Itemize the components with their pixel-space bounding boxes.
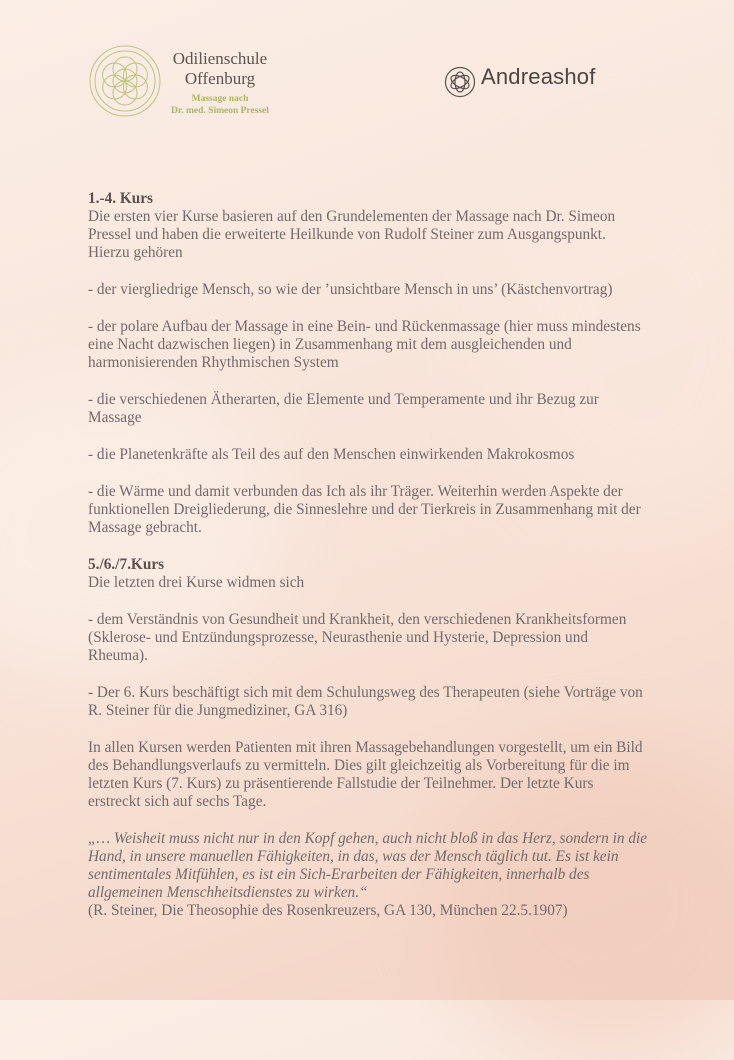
course-description: [88, 190, 648, 939]
flower-of-life-icon: [88, 44, 162, 118]
section-paragraph: Die ersten vier Kurse basieren auf den Grundelementen der Massage nach Dr. Simeon Pressel und haben die erweiterte Heilkunde von Rudolf Steiner zum Ausgangspunkt. Hierzu gehören: [88, 208, 616, 261]
section-paragraph: - dem Verständnis von Gesundheit und Krankheit, den verschiedenen Krankheitsformen (Sklerose- und Entzündungsprozesse, Neurasthenie und Hysterie, Depression und Rheuma).: [88, 611, 627, 664]
steiner-quote: [88, 830, 648, 920]
course-section: [88, 556, 648, 592]
section-paragraph: - der polare Aufbau der Massage in eine Bein- und Rückenmassage (hier muss mindestens eine Nacht dazwischen liegen) in Zusammenhang mit dem ausgleichenden und harmonisierenden Rhythmischen System: [88, 318, 641, 371]
section-heading: 5./6./7.Kurs: [88, 556, 165, 573]
school-subtitle-line1: Massage nach: [191, 94, 249, 104]
school-subtitle-line2: Dr. med. Simeon Pressel: [171, 106, 269, 116]
partner-brand-name: Andreashof: [481, 64, 596, 89]
section-paragraph: - die verschiedenen Ätherarten, die Elemente und Temperamente und ihr Bezug zur Massage: [88, 391, 599, 426]
section-paragraph: - die Wärme und damit verbunden das Ich als ihr Träger. Weiterhin werden Aspekte der funktionellen Dreigliederung, die Sinneslehre und der Tierkreis in Zusammenhang mit der Massage gebracht.: [88, 483, 641, 536]
page-header: [0, 0, 734, 150]
section-paragraph: - Der 6. Kurs beschäftigt sich mit dem Schulungsweg des Therapeuten (siehe Vorträge von R. Steiner für die Jungmediziner, GA 316): [88, 684, 643, 719]
quote-text: „… Weisheit muss nicht nur in den Kopf gehen, auch nicht bloß in das Herz, sondern in die Hand, in unsere manuellen Fähigkeiten, in das, was der Mensch täglich tut. Es ist kein sentimentales Mitfühlen, es ist ein Sich-Erarbeiten der Fähigkeiten, innerhalb des allgemeinen Menschheitsdienstes zu wirken.“: [88, 830, 648, 901]
school-name-line1: Odilienschule: [172, 49, 268, 68]
school-name-line2: Offenburg: [184, 69, 256, 88]
section-paragraph: In allen Kursen werden Patienten mit ihren Massagebehandlungen vorgestellt, um ein Bild des Behandlungsverlaufs zu vermitteln. Dies gilt gleichzeitig als Vorbereitung für die im letzten Kurs (7. Kurs) zu präsentierende Fallstudie der Teilnehmer. Der letzte Kurs erstreckt sich auf sechs Tage.: [88, 739, 643, 810]
quote-source: (R. Steiner, Die Theosophie des Rosenkreuzers, GA 130, München 22.5.1907): [88, 902, 568, 919]
school-name: [164, 49, 276, 89]
section-paragraph: Die letzten drei Kurse widmen sich: [88, 574, 305, 591]
section-paragraph: - die Planetenkräfte als Teil des auf den Menschen einwirkenden Makrokosmos: [88, 446, 575, 463]
school-subtitle: [162, 93, 278, 117]
section-heading: 1.-4. Kurs: [88, 190, 154, 207]
seed-of-life-icon: [444, 66, 476, 98]
section-paragraph: - der viergliedrige Mensch, so wie der ’unsichtbare Mensch in uns’ (Kästchenvortrag): [88, 281, 613, 298]
course-section: [88, 190, 648, 262]
